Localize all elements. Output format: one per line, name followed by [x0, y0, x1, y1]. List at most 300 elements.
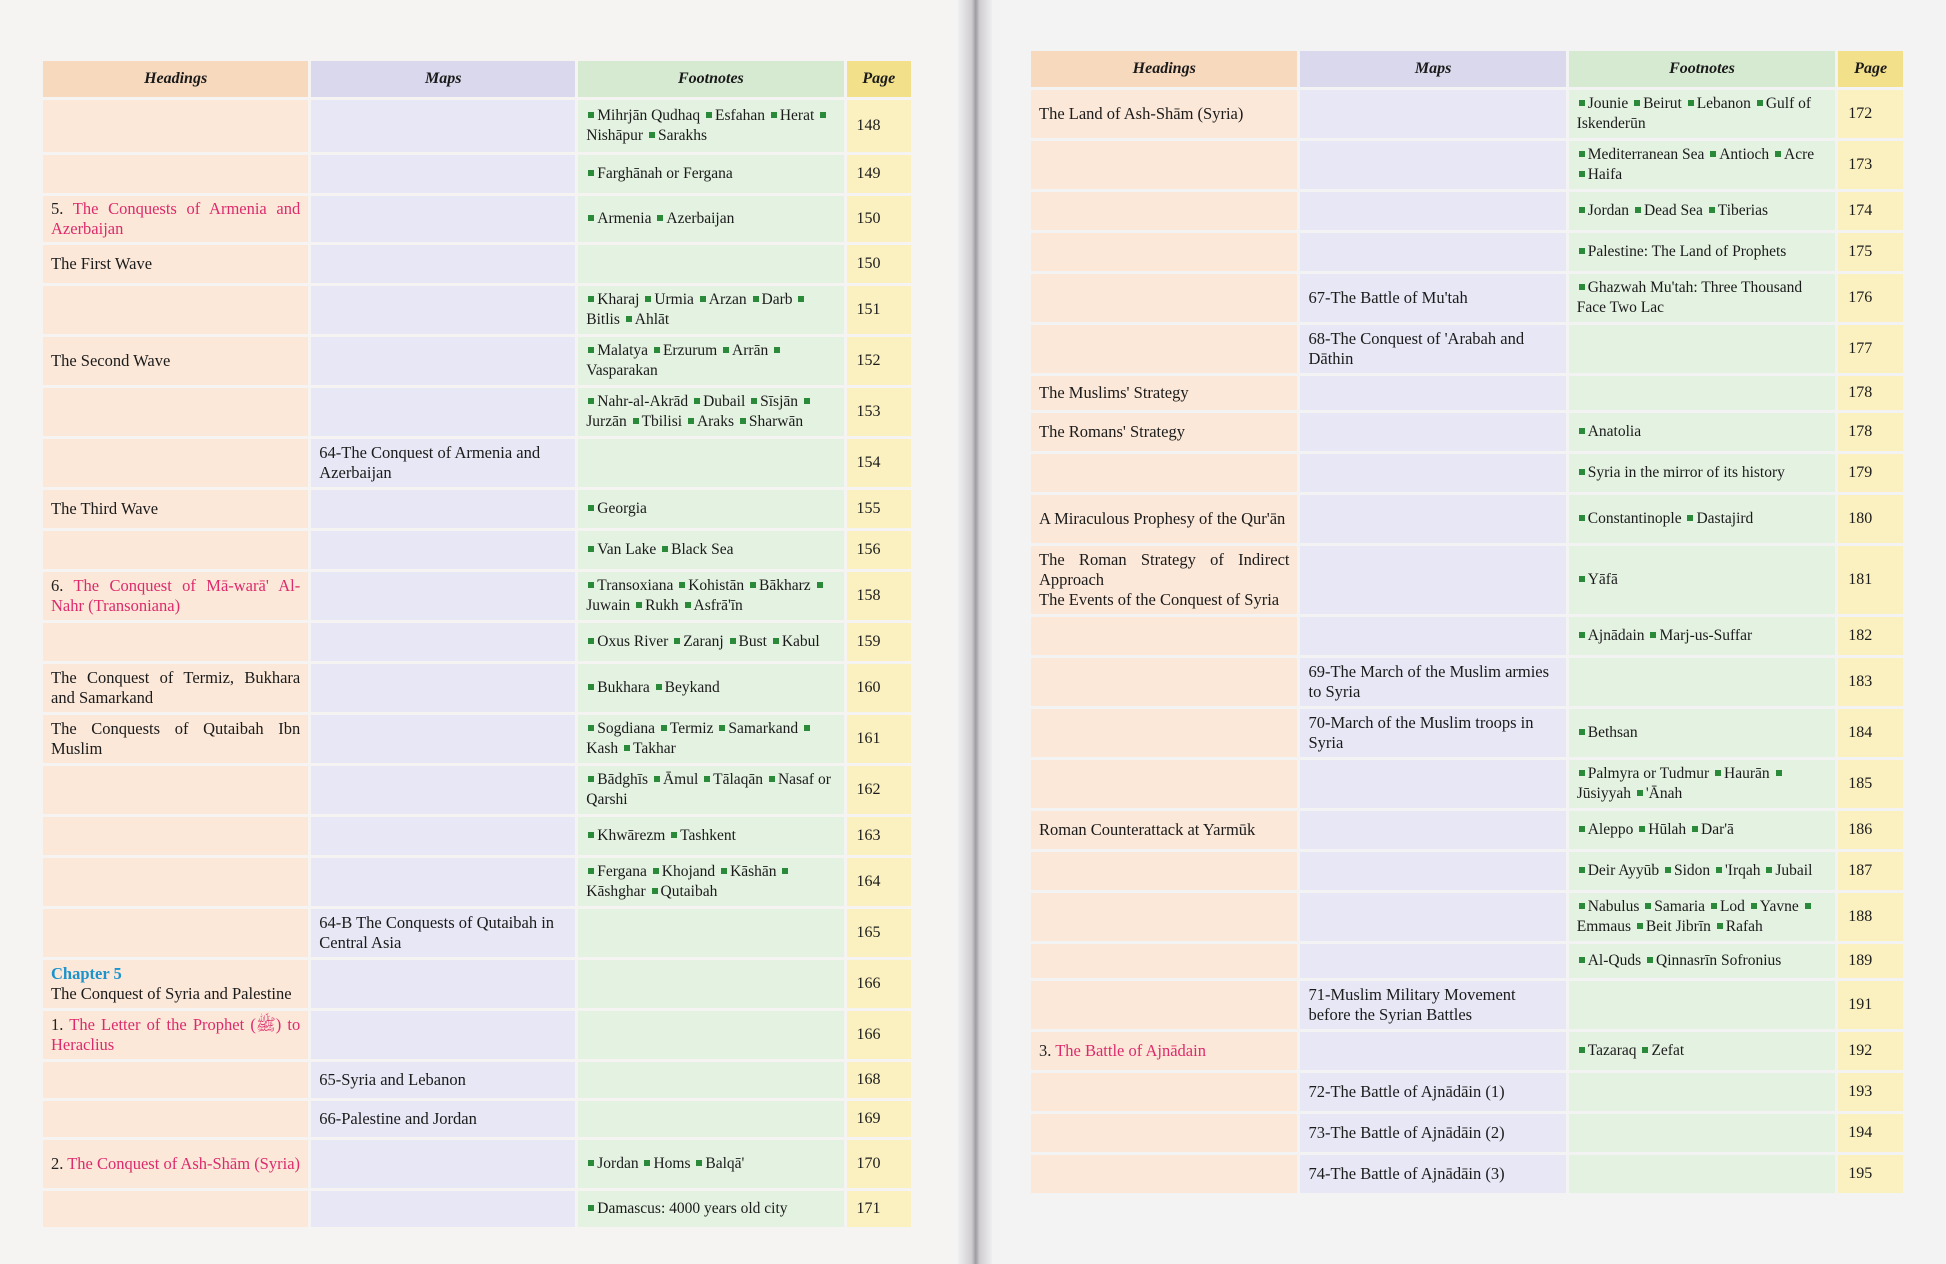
map-cell: 67-The Battle of Mu'tah	[1300, 274, 1565, 322]
footnote-item: Sharwān	[748, 413, 804, 430]
footnote-item: Georgia	[597, 500, 647, 517]
table-row	[43, 439, 911, 487]
footnote-item: Emmaus	[1576, 918, 1631, 935]
footnote-item: Tazaraq	[1587, 1042, 1637, 1059]
bullet-icon	[1710, 151, 1716, 157]
section-number: 2.	[51, 1154, 68, 1173]
page-number: 171	[847, 1191, 911, 1227]
footnotes-cell	[1569, 325, 1835, 373]
footnote-item: Armenia	[597, 210, 652, 227]
footnotes-cell	[1569, 376, 1835, 410]
page-number: 172	[1838, 90, 1903, 138]
section-number: 6.	[51, 576, 74, 595]
table-row	[43, 664, 911, 712]
bullet-icon	[1647, 957, 1653, 963]
page-number: 162	[847, 766, 911, 814]
bullet-icon	[721, 868, 727, 874]
footnote-item: Rafah	[1725, 918, 1763, 935]
table-row	[43, 245, 911, 283]
bullet-icon	[723, 347, 729, 353]
map-cell: 64-B The Conquests of Qutaibah in Central Asia	[311, 909, 575, 957]
page-number: 161	[847, 715, 911, 763]
footnotes-cell	[578, 245, 843, 283]
heading-cell	[1031, 944, 1297, 978]
footnotes-cell	[1569, 141, 1835, 189]
footnotes-cell	[578, 286, 843, 334]
footnotes-cell	[1569, 1032, 1835, 1070]
heading-cell	[43, 664, 308, 712]
bullet-icon	[588, 684, 594, 690]
heading-cell	[43, 858, 308, 906]
footnote-item: Nasaf or Qarshi	[586, 771, 831, 808]
heading-cell	[43, 531, 308, 569]
bullet-icon	[1805, 903, 1811, 909]
map-cell	[1300, 944, 1565, 978]
bullet-icon	[751, 398, 757, 404]
table-header-row	[43, 61, 911, 97]
table-row	[1031, 1114, 1903, 1152]
footnote-item: Juwain	[586, 597, 631, 614]
bullet-icon	[644, 1160, 650, 1166]
footnote-item: Sīsjān	[760, 393, 799, 410]
heading-cell	[43, 960, 308, 1008]
footnote-item: Homs	[653, 1155, 691, 1172]
bullet-icon	[688, 418, 694, 424]
bullet-icon	[636, 602, 642, 608]
heading-cell	[43, 1062, 308, 1098]
map-cell	[311, 715, 575, 763]
bullet-icon	[769, 776, 775, 782]
bullet-icon	[1692, 826, 1698, 832]
page-number: 156	[847, 531, 911, 569]
heading-cell	[43, 196, 308, 242]
map-cell	[311, 155, 575, 193]
footnote-item: Marj-us-Suffar	[1659, 627, 1753, 644]
map-cell	[1300, 192, 1565, 230]
bullet-icon	[588, 832, 594, 838]
footnote-item: Kohistān	[688, 577, 745, 594]
footnotes-cell	[578, 1191, 843, 1227]
bullet-icon	[654, 347, 660, 353]
footnote-item: Anatolia	[1587, 423, 1642, 440]
page-number: 192	[1838, 1032, 1903, 1070]
chapter-label: Chapter 5	[51, 964, 122, 983]
footnote-item: Esfahan	[715, 107, 765, 124]
heading-cell	[1031, 192, 1297, 230]
page-column-header: Page	[847, 61, 911, 97]
table-row	[1031, 981, 1903, 1029]
footnote-item: Farghānah or Fergana	[597, 165, 733, 182]
page-number: 191	[1838, 981, 1903, 1029]
map-cell: 64-The Conquest of Armenia and Azerbaijan	[311, 439, 575, 487]
footnotes-cell	[578, 664, 843, 712]
heading-cell	[1031, 1155, 1297, 1193]
footnote-item: Damascus: 4000 years old city	[597, 1200, 788, 1217]
page-number: 176	[1838, 274, 1903, 322]
bullet-icon	[653, 868, 659, 874]
heading-cell	[43, 715, 308, 763]
heading-text: The Roman Strategy of Indirect Approach The Events of the Conquest of Syria	[1039, 550, 1290, 609]
footnotes-cell	[578, 817, 843, 855]
bullet-icon	[588, 505, 594, 511]
page-number: 152	[847, 337, 911, 385]
bullet-icon	[588, 112, 594, 118]
heading-text: The Conquest of Termiz, Bukhara and Samarkand	[51, 668, 301, 707]
map-cell: 68-The Conquest of 'Arabah and Dāthin	[1300, 325, 1565, 373]
footnote-item: Transoxiana	[597, 577, 674, 594]
table-row	[1031, 1155, 1903, 1193]
footnote-item: Beykand	[664, 679, 720, 696]
heading-text: The Conquest of Syria and Palestine	[51, 984, 292, 1003]
map-cell	[311, 960, 575, 1008]
bullet-icon	[657, 215, 663, 221]
heading-cell	[1031, 852, 1297, 890]
footnote-item: Arrān	[732, 342, 769, 359]
bullet-icon	[817, 582, 823, 588]
footnote-item: Aleppo	[1587, 821, 1634, 838]
table-row	[43, 909, 911, 957]
table-row	[43, 490, 911, 528]
bullet-icon	[671, 832, 677, 838]
bullet-icon	[740, 418, 746, 424]
footnote-item: Darb	[761, 291, 793, 308]
map-cell	[311, 664, 575, 712]
page-number: 187	[1838, 852, 1903, 890]
bullet-icon	[649, 132, 655, 138]
table-row	[1031, 658, 1903, 706]
table-row	[1031, 90, 1903, 138]
page-number: 181	[1838, 546, 1903, 614]
footnote-item: Lebanon	[1696, 95, 1751, 112]
map-cell	[1300, 546, 1565, 614]
table-row	[43, 572, 911, 620]
bullet-icon	[753, 296, 759, 302]
footnotes-column-header: Footnotes	[1569, 51, 1835, 87]
map-cell	[1300, 893, 1565, 941]
maps-column-header: Maps	[1300, 51, 1565, 87]
bullet-icon	[1645, 903, 1651, 909]
bullet-icon	[1688, 100, 1694, 106]
bullet-icon	[679, 582, 685, 588]
map-cell	[1300, 90, 1565, 138]
bullet-icon	[588, 1160, 594, 1166]
page-number: 180	[1838, 495, 1903, 543]
bullet-icon	[771, 112, 777, 118]
footnotes-cell	[578, 100, 843, 152]
table-row	[43, 960, 911, 1008]
bullet-icon	[1579, 1047, 1585, 1053]
page-number: 163	[847, 817, 911, 855]
footnote-item: Āmul	[662, 771, 699, 788]
footnotes-column-header: Footnotes	[578, 61, 843, 97]
footnote-item: Fergana	[597, 863, 647, 880]
footnotes-cell	[578, 766, 843, 814]
right-table-body	[1031, 90, 1903, 1193]
footnote-item: Tālaqān	[713, 771, 764, 788]
footnotes-cell	[1569, 274, 1835, 322]
footnotes-cell	[1569, 811, 1835, 849]
footnote-item: Beirut	[1643, 95, 1682, 112]
bullet-icon	[1665, 867, 1671, 873]
bullet-icon	[588, 296, 594, 302]
footnotes-cell	[578, 155, 843, 193]
footnote-item: Sidon	[1673, 862, 1711, 879]
footnotes-cell	[578, 1011, 843, 1059]
footnote-item: Dastajird	[1696, 510, 1754, 527]
heading-cell	[1031, 546, 1297, 614]
bullet-icon	[1711, 903, 1717, 909]
map-cell: 72-The Battle of Ajnādāin (1)	[1300, 1073, 1565, 1111]
table-row	[43, 858, 911, 906]
bullet-icon	[1717, 923, 1723, 929]
page-number: 183	[1838, 658, 1903, 706]
map-cell	[311, 388, 575, 436]
bullet-icon	[1579, 867, 1585, 873]
footnote-item: Hūlah	[1648, 821, 1687, 838]
page-number: 194	[1838, 1114, 1903, 1152]
footnote-item: Yāfā	[1587, 571, 1618, 588]
bullet-icon	[645, 296, 651, 302]
map-cell: 69-The March of the Muslim armies to Syria	[1300, 658, 1565, 706]
map-cell	[1300, 454, 1565, 492]
footnotes-cell	[578, 1101, 843, 1137]
bullet-icon	[1579, 957, 1585, 963]
heading-cell	[1031, 617, 1297, 655]
bullet-icon	[1639, 826, 1645, 832]
page-number: 177	[1838, 325, 1903, 373]
bullet-icon	[1579, 770, 1585, 776]
footnote-item: Rukh	[645, 597, 679, 614]
footnotes-cell	[578, 490, 843, 528]
page-number: 155	[847, 490, 911, 528]
footnote-item: Ahlāt	[634, 311, 670, 328]
headings-column-header: Headings	[43, 61, 308, 97]
bullet-icon	[588, 546, 594, 552]
footnote-item: Bitlis	[586, 311, 620, 328]
page-number: 188	[1838, 893, 1903, 941]
footnotes-cell	[1569, 981, 1835, 1029]
heading-cell	[43, 1101, 308, 1137]
map-cell	[1300, 495, 1565, 543]
footnote-item: Jordan	[1587, 202, 1630, 219]
bullet-icon	[696, 1160, 702, 1166]
footnote-item: Kāshghar	[586, 883, 646, 900]
map-cell	[1300, 376, 1565, 410]
footnote-item: Kabul	[781, 633, 820, 650]
footnotes-cell	[578, 196, 843, 242]
footnote-item: Kash	[586, 740, 619, 757]
footnote-item: Tbilisi	[641, 413, 683, 430]
footnotes-cell	[578, 960, 843, 1008]
map-cell: 74-The Battle of Ajnādāin (3)	[1300, 1155, 1565, 1193]
footnote-item: Bukhara	[597, 679, 650, 696]
page-number: 164	[847, 858, 911, 906]
footnotes-cell	[1569, 454, 1835, 492]
footnote-item: 'Irqah	[1725, 862, 1761, 879]
footnote-item: Termiz	[669, 720, 714, 737]
book-gutter	[958, 0, 992, 1264]
table-row	[1031, 617, 1903, 655]
map-cell	[311, 531, 575, 569]
heading-text: Roman Counterattack at Yarmūk	[1039, 820, 1256, 839]
bullet-icon	[1579, 515, 1585, 521]
page-number: 178	[1838, 376, 1903, 410]
bullet-icon	[656, 684, 662, 690]
bullet-icon	[773, 638, 779, 644]
footnote-item: Kāshān	[730, 863, 777, 880]
bullet-icon	[719, 725, 725, 731]
bullet-icon	[750, 582, 756, 588]
page-column-header: Page	[1838, 51, 1903, 87]
heading-text: The Third Wave	[51, 499, 159, 518]
footnote-item: Haifa	[1587, 166, 1623, 183]
footnotes-cell	[578, 1062, 843, 1098]
map-cell	[1300, 1032, 1565, 1070]
section-number: 1.	[51, 1015, 70, 1034]
table-row	[1031, 893, 1903, 941]
heading-cell	[1031, 90, 1297, 138]
bullet-icon	[700, 296, 706, 302]
footnote-item: Bust	[738, 633, 767, 650]
footnote-item: Dubail	[703, 393, 746, 410]
footnotes-cell	[578, 531, 843, 569]
bullet-icon	[1650, 632, 1656, 638]
heading-cell	[1031, 376, 1297, 410]
table-row	[1031, 233, 1903, 271]
headings-column-header: Headings	[1031, 51, 1297, 87]
table-header-row	[1031, 51, 1903, 87]
map-cell	[311, 1140, 575, 1188]
footnotes-cell	[1569, 1155, 1835, 1193]
bullet-icon	[1579, 248, 1585, 254]
footnotes-cell	[1569, 617, 1835, 655]
table-row	[1031, 413, 1903, 451]
footnote-item: Herat	[779, 107, 815, 124]
footnotes-cell	[1569, 495, 1835, 543]
heading-cell	[43, 245, 308, 283]
map-cell: 70-March of the Muslim troops in Syria	[1300, 709, 1565, 757]
map-cell	[311, 490, 575, 528]
footnotes-cell	[1569, 760, 1835, 808]
bullet-icon	[706, 112, 712, 118]
footnote-item: Palmyra or Tudmur	[1587, 765, 1710, 782]
footnotes-cell	[578, 337, 843, 385]
bullet-icon	[774, 347, 780, 353]
bullet-icon	[588, 582, 594, 588]
footnote-item: Jurzān	[586, 413, 627, 430]
map-cell	[311, 572, 575, 620]
footnote-item: Black Sea	[671, 541, 734, 558]
heading-cell	[43, 337, 308, 385]
bullet-icon	[685, 602, 691, 608]
footnotes-cell	[578, 909, 843, 957]
table-row	[43, 1062, 911, 1098]
map-cell	[311, 286, 575, 334]
footnote-item: Nabulus	[1587, 898, 1640, 915]
footnote-item: Nahr-al-Akrād	[597, 393, 689, 410]
footnote-item: Jūsiyyah	[1576, 785, 1631, 802]
map-cell	[1300, 413, 1565, 451]
table-row	[43, 286, 911, 334]
footnote-item: Jordan	[597, 1155, 639, 1172]
footnote-item: Sogdiana	[597, 720, 655, 737]
footnotes-cell	[1569, 1114, 1835, 1152]
bullet-icon	[1751, 903, 1757, 909]
heading-cell	[1031, 233, 1297, 271]
footnote-item: Erzurum	[662, 342, 718, 359]
bullet-icon	[1579, 729, 1585, 735]
footnote-item: Lod	[1719, 898, 1745, 915]
heading-cell	[1031, 1114, 1297, 1152]
page-number: 150	[847, 245, 911, 283]
page-number: 182	[1838, 617, 1903, 655]
page-number: 168	[847, 1062, 911, 1098]
heading-cell	[43, 388, 308, 436]
footnote-item: Mihrjān Qudhaq	[597, 107, 701, 124]
footnote-item: 'Ānah	[1645, 785, 1683, 802]
bullet-icon	[820, 112, 826, 118]
table-row	[1031, 944, 1903, 978]
bullet-icon	[633, 418, 639, 424]
heading-cell	[43, 155, 308, 193]
table-row	[1031, 811, 1903, 849]
page-number: 173	[1838, 141, 1903, 189]
footnote-item: Khojand	[661, 863, 716, 880]
page-number: 169	[847, 1101, 911, 1137]
table-row	[1031, 192, 1903, 230]
bullet-icon	[1766, 867, 1772, 873]
bullet-icon	[1775, 151, 1781, 157]
page-number: 153	[847, 388, 911, 436]
footnote-item: Yavne	[1759, 898, 1799, 915]
table-row	[43, 715, 911, 763]
map-cell	[1300, 811, 1565, 849]
map-cell	[311, 623, 575, 661]
table-row	[1031, 709, 1903, 757]
page-number: 149	[847, 155, 911, 193]
footnote-item: Dar'ā	[1701, 821, 1734, 838]
footnote-item: Tashkent	[680, 827, 736, 844]
bullet-icon	[1579, 100, 1585, 106]
heading-cell	[43, 1011, 308, 1059]
bullet-icon	[1634, 100, 1640, 106]
bullet-icon	[1579, 207, 1585, 213]
heading-cell	[1031, 981, 1297, 1029]
bullet-icon	[1637, 790, 1643, 796]
footnote-item: Acre	[1784, 146, 1815, 163]
footnote-item: Mediterranean Sea	[1587, 146, 1705, 163]
bullet-icon	[588, 776, 594, 782]
footnotes-cell	[1569, 944, 1835, 978]
map-cell	[1300, 617, 1565, 655]
bullet-icon	[694, 398, 700, 404]
heading-cell	[43, 1140, 308, 1188]
page-number: 195	[1838, 1155, 1903, 1193]
bullet-icon	[1709, 207, 1715, 213]
heading-text: The Romans' Strategy	[1039, 422, 1185, 441]
page-number: 193	[1838, 1073, 1903, 1111]
left-table-body	[43, 100, 911, 1227]
table-row	[1031, 274, 1903, 322]
footnotes-cell	[578, 439, 843, 487]
footnote-item: Bākharz	[759, 577, 811, 594]
footnote-item: Al-Quds	[1587, 952, 1642, 969]
heading-text: The Conquest of Mā-warā' Al-Nahr (Transoniana)	[51, 576, 301, 615]
maps-column-header: Maps	[311, 61, 575, 97]
footnotes-cell	[578, 572, 843, 620]
footnotes-cell	[1569, 192, 1835, 230]
page-number: 185	[1838, 760, 1903, 808]
